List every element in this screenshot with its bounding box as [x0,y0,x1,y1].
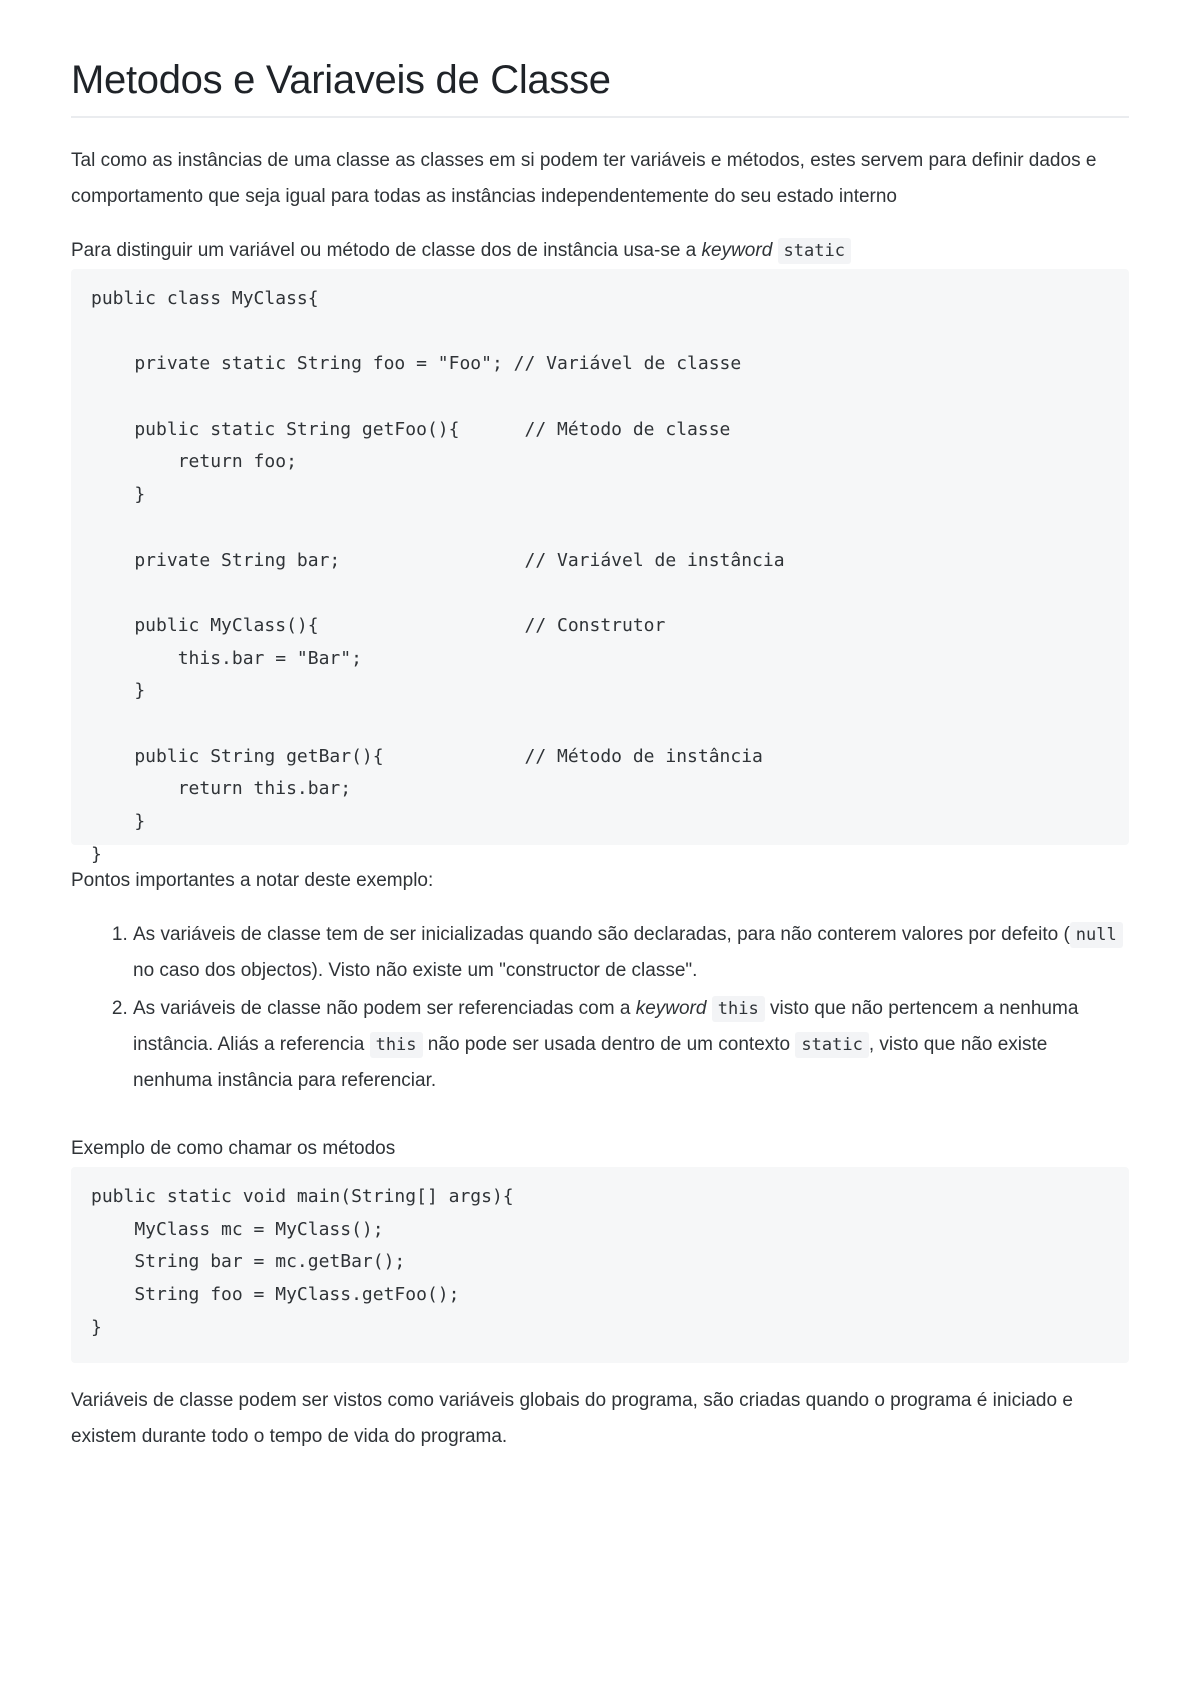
closing-paragraph: Variáveis de classe podem ser vistos como variáveis globais do programa, são criadas quando o programa é iniciado e existem durante todo o tempo de vida do programa. [71,1390,1073,1447]
inline-code-static: static [795,1032,868,1058]
inline-code-static: static [778,238,851,264]
code-line: String bar = mc.getBar(); [91,1251,406,1273]
code-line: public MyClass(){ // Construtor [91,614,666,636]
note-text: no caso dos objectos). Visto não existe um "constructor de classe". [133,960,698,981]
note-text: As variáveis de classe não podem ser referenciadas com a [133,998,636,1019]
code-line [91,577,1109,610]
note-text: , visto que não existe nenhuma instância para referenciar. [133,1034,1048,1091]
inline-code-this: this [712,996,765,1022]
note-item-1 [133,917,1129,989]
code-line: } [91,811,146,832]
code-line: } [91,680,146,702]
code-line: this.bar = "Bar"; [91,647,362,669]
code-line: String foo = MyClass.getFoo(); [91,1284,460,1306]
notes-intro: Pontos importantes a notar deste exemplo: [71,870,434,891]
code-line [91,381,1109,414]
code-line [91,316,1109,349]
inline-code-this: this [370,1032,423,1058]
code-line: return this.bar; [91,778,352,800]
keyword-emphasis: keyword [635,998,707,1019]
notes-list [71,917,1129,1099]
intro-paragraph: Tal como as instâncias de uma classe as classes em si podem ter variáveis e métodos, estes servem para definir dados e comportamento que seja igual para todas as instâncias independentemente do seu estado interno [71,150,1097,207]
code-line [91,512,1109,545]
code-line: private String bar; // Variável de instância [91,549,785,571]
keyword-paragraph-text: Para distinguir um variável ou método de classe dos de instância usa-se a [71,240,702,261]
code-line: } [91,484,146,506]
code-line: } [91,1316,102,1338]
code-line: public String getBar(){ // Método de instância [91,745,763,767]
note-item-2 [133,991,1129,1099]
keyword-emphasis: keyword [701,240,773,261]
code-block-class [71,269,1129,865]
code-line: } [91,843,102,865]
code-line [91,708,1109,741]
code-line: public static void main(String[] args){ [91,1186,514,1207]
code-line: return foo; [91,451,297,473]
page-title: Metodos e Variaveis de Classe [71,56,1129,118]
note-text: visto que não pertencem a nenhuma instância. Aliás a referencia [133,998,1079,1055]
code-block-main [71,1167,1129,1363]
code-line: private static String foo = "Foo"; // Variável de classe [91,353,742,375]
example-heading: Exemplo de como chamar os métodos [71,1138,396,1159]
note-text: não pode ser usada dentro de um contexto [422,1034,796,1055]
code-line: MyClass mc = MyClass(); [91,1218,384,1240]
inline-code-null: null [1070,922,1123,948]
keyword-paragraph [71,233,1129,269]
note-text: As variáveis de classe tem de ser inicializadas quando são declaradas, para não conterem valores por defeito ( [133,924,1070,945]
code-line: public class MyClass{ [91,288,319,309]
code-line: public static String getFoo(){ // Método de classe [91,418,731,440]
